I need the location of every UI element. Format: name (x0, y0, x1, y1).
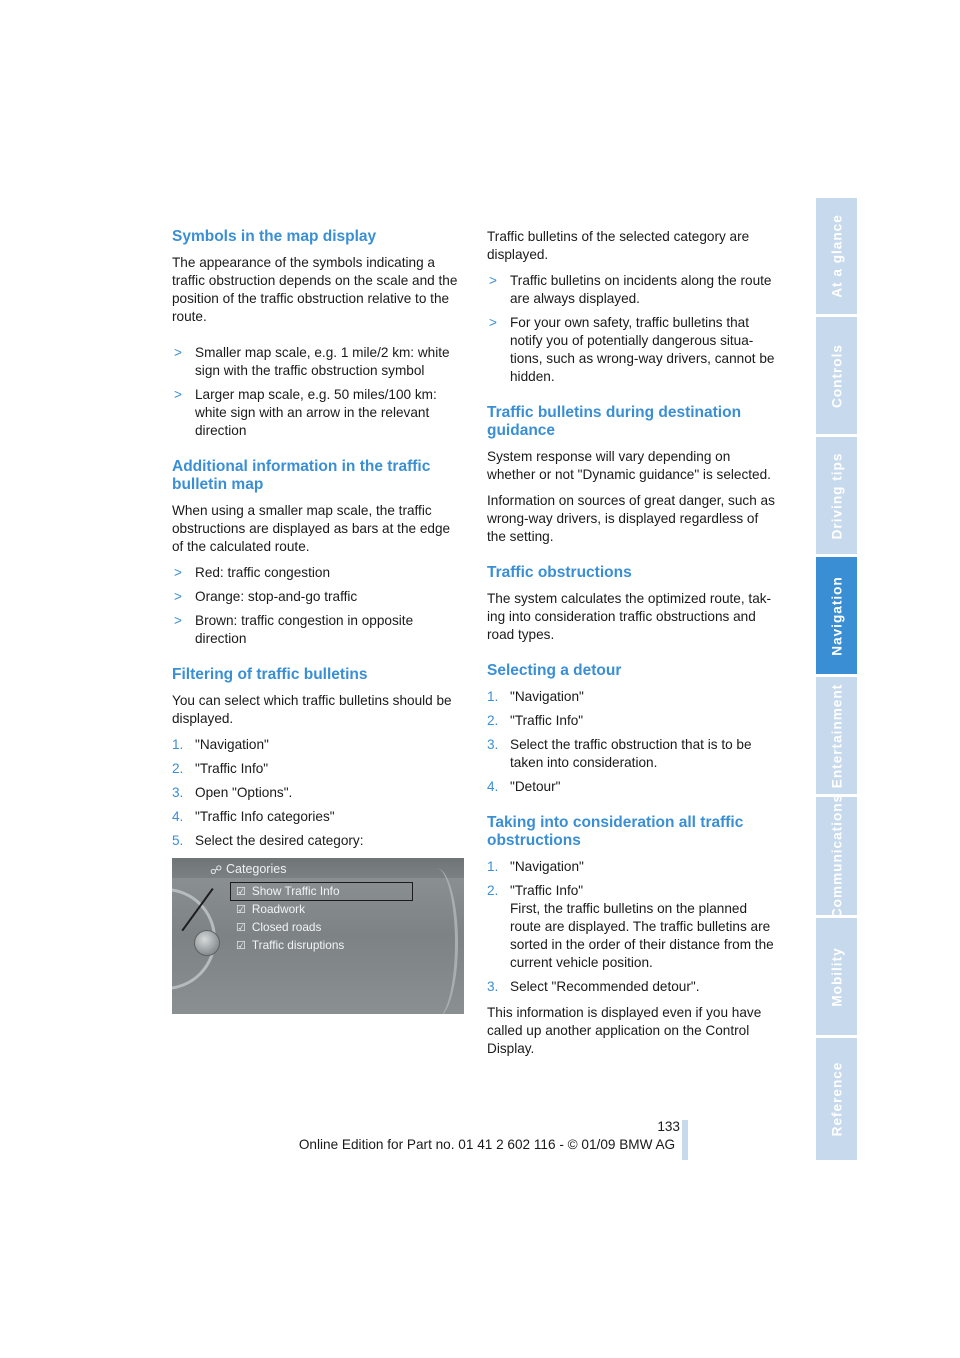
list-item: > Traffic bulletins on incidents along the route are always displayed. (489, 273, 772, 306)
heading-all-obstructions: Taking into consideration all traffic obstructions (487, 814, 744, 849)
paragraph: The appearance of the symbols indicating a traffic obstruction depends on the scale and the position of the traffic obstruction relative to the route. (172, 255, 458, 324)
step-number: 4. (487, 779, 499, 794)
list-item: > Orange: stop-and-go traffic (174, 589, 358, 604)
list-item: 1. "Navigation" (487, 689, 584, 704)
step-number: 3. (172, 785, 184, 800)
left-column (172, 228, 464, 1014)
heading-destination-guidance: Traffic bulletins during destination guidance (487, 404, 742, 439)
list-item: > Larger map scale, e.g. 50 miles/100 km: white sign with an arrow in the relevant direction (174, 387, 437, 438)
step-number: 2. (172, 761, 184, 776)
list-item: > Red: traffic congestion (174, 565, 331, 580)
bullet-marker: > (174, 345, 182, 360)
checkbox-icon: ☑ (236, 940, 246, 952)
tab-navigation[interactable]: Navigation (816, 557, 857, 674)
bullet-marker: > (174, 387, 182, 402)
bullet-list (172, 344, 464, 440)
heading-symbols-map-display: Symbols in the map display (172, 228, 377, 245)
numbered-list (487, 688, 779, 796)
step-number: 2. (487, 883, 499, 898)
step-number: 5. (172, 833, 184, 848)
numbered-list (487, 858, 779, 996)
option-show-traffic-info: ☑ Show Traffic Info (236, 884, 340, 898)
list-item: 3. Open "Options". (172, 785, 293, 800)
bullet-marker: > (174, 589, 182, 604)
numbered-list (172, 736, 464, 850)
paragraph: When using a smaller map scale, the traffic obstructions are displayed as bars at the edge of the calculated route. (172, 503, 451, 554)
controller-knob-icon (194, 930, 220, 956)
step-number: 3. (487, 737, 499, 752)
page-number: 133 (657, 1119, 680, 1134)
list-item: 2. "Traffic Info" (487, 713, 584, 728)
list-item: 5. Select the desired category: (172, 833, 364, 848)
list-item: 2. "Traffic Info" (172, 761, 269, 776)
right-column (487, 228, 779, 1066)
checkbox-icon: ☑ (236, 904, 246, 916)
list-item: 4. "Detour" (487, 779, 561, 794)
option-closed-roads: ☑ Closed roads (236, 920, 322, 934)
footer-edition: Online Edition for Part no. 01 41 2 602 116 - © 01/09 BMW AG (298, 1137, 676, 1152)
paragraph: Traffic bulletins of the selected category are displayed. (487, 229, 750, 262)
step-number: 4. (172, 809, 184, 824)
bullet-list (172, 564, 464, 648)
step-number: 1. (487, 859, 499, 874)
list-item: > Brown: traffic congestion in opposite direction (174, 613, 414, 646)
tab-communications[interactable]: Communications (816, 797, 857, 915)
checkbox-icon: ☑ (236, 922, 246, 934)
tab-reference[interactable]: Reference (816, 1038, 857, 1160)
tab-controls[interactable]: Controls (816, 317, 857, 434)
paragraph: System response will vary depending on whether or not "Dynamic guidance" is selected. (487, 449, 771, 482)
screen-title: Categories (226, 862, 287, 876)
tab-entertainment[interactable]: Entertainment (816, 677, 857, 794)
paragraph: This information is displayed even if you have called up another application on the Control Display. (487, 1005, 762, 1056)
list-item: 4. "Traffic Info categories" (172, 809, 335, 824)
step-number: 1. (172, 737, 184, 752)
bullet-marker: > (489, 315, 497, 330)
heading-filtering-bulletins: Filtering of traffic bulletins (172, 666, 368, 683)
tab-mobility[interactable]: Mobility (816, 918, 857, 1035)
option-traffic-disruptions: ☑ Traffic disruptions (236, 938, 345, 952)
paragraph: You can select which traffic bulletins should be displayed. (172, 693, 452, 726)
tab-at-a-glance[interactable]: At a glance (816, 198, 857, 314)
paragraph: The system calculates the optimized route, tak-ing into consideration traffic obstructions and road types. (487, 591, 772, 642)
step-number: 1. (487, 689, 499, 704)
list-item: 1. "Navigation" (172, 737, 269, 752)
tab-driving-tips[interactable]: Driving tips (816, 437, 857, 554)
list-item: > Smaller map scale, e.g. 1 mile/2 km: white sign with the traffic obstruction symbol (174, 345, 450, 378)
bullet-marker: > (489, 273, 497, 288)
control-display-screenshot (172, 858, 464, 1014)
list-item: 1. "Navigation" (487, 859, 584, 874)
paragraph: Information on sources of great danger, such as wrong-way drivers, is displayed regardless of the setting. (487, 493, 775, 544)
list-item: 3. Select "Recommended detour". (487, 979, 700, 994)
screen-title-bar (172, 858, 464, 878)
list-item: 2. "Traffic Info" First, the traffic bulletins on the planned route are displayed. The traffic bulletins are sorted in the order of their distance from the current vehicle position. (487, 883, 774, 970)
bullet-marker: > (174, 613, 182, 628)
list-item: 3. Select the traffic obstruction that is to be taken into consideration. (487, 737, 752, 770)
heading-selecting-detour: Selecting a detour (487, 662, 622, 679)
step-number: 3. (487, 979, 499, 994)
heading-traffic-obstructions: Traffic obstructions (487, 564, 632, 581)
heading-additional-info: Additional information in the traffic bulletin map (172, 458, 431, 493)
categories-icon: ☍ (210, 863, 223, 877)
list-item: > For your own safety, traffic bulletins that notify you of potentially dangerous situa-tions, such as wrong-way drivers, cannot be hidden. (489, 315, 775, 384)
checkbox-icon: ☑ (236, 886, 246, 898)
step-number: 2. (487, 713, 499, 728)
screen-rim (415, 868, 458, 1014)
option-roadwork: ☑ Roadwork (236, 902, 305, 916)
bullet-list (487, 272, 779, 386)
bullet-marker: > (174, 565, 182, 580)
